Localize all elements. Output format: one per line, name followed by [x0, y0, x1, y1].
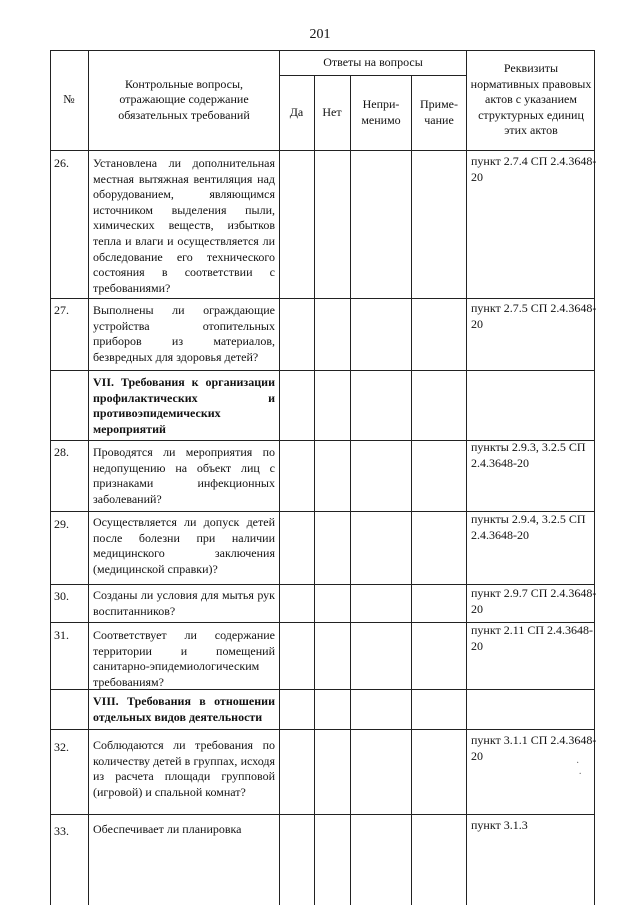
row-30-num: 30. — [54, 589, 69, 603]
row-27-ref: пункт 2.7.5 СП 2.4.3648-20 — [471, 301, 597, 331]
row-26-ref: пункт 2.7.4 СП 2.4.3648-20 — [471, 154, 597, 184]
row-30-question: Созданы ли условия для мытья рук воспитанников? — [93, 588, 275, 618]
row-29-question: Осуществляется ли допуск детей после болезни при наличии медицинского заключения (медицинской справки)? — [93, 515, 275, 576]
header-answers-group: Ответы на вопросы — [323, 54, 423, 69]
row-27-num: 27. — [54, 303, 69, 317]
row-29-num: 29. — [54, 517, 69, 531]
row-28-num: 28. — [54, 445, 69, 459]
row-27-question: Выполнены ли ограждающие устройства отопительных приборов из материалов, безвредных для здоровья детей? — [93, 303, 275, 364]
header-note: Приме-чание — [419, 96, 458, 127]
row-28-question: Проводятся ли мероприятия по недопущению на объект лиц с признаками инфекционных заболеваний? — [93, 445, 275, 506]
row-32-num: 32. — [54, 740, 69, 754]
section-vii-title: VII. Требования к организации профилактических и противоэпидемических мероприятий — [93, 375, 275, 436]
checklist-table — [50, 50, 595, 905]
row-31-question: Соответствует ли содержание территории и помещений санитарно-эпидемиологическим требованиям? — [93, 628, 275, 689]
row-33-ref: пункт 3.1.3 — [471, 818, 528, 832]
header-yes: Да — [289, 104, 304, 119]
row-32-ref: пункт 3.1.1 СП 2.4.3648-20 — [471, 733, 597, 763]
header-requisites: Реквизиты нормативных правовых актов с указанием структурных единиц этих актов — [470, 61, 592, 138]
header-no: Нет — [322, 104, 342, 119]
row-32-question: Соблюдаются ли требования по количеству детей в группах, исходя из расчета площади групповой (игровой) и спальной комнат? — [93, 738, 275, 799]
header-not-applicable: Непри-менимо — [361, 96, 401, 127]
header-questions: Контрольные вопросы, отражающие содержание обязательных требований — [118, 76, 250, 122]
row-30-ref: пункт 2.9.7 СП 2.4.3648-20 — [471, 586, 597, 616]
scan-speck: · · — [576, 758, 582, 780]
section-viii-title: VIII. Требования в отношении отдельных видов деятельности — [93, 694, 275, 724]
page-number: 201 — [309, 27, 331, 42]
row-26-question: Установлена ли дополнительная местная вытяжная вентиляция над оборудованием, являющимся источником выделения пыли, химических веществ, избытков тепла и влаги и осуществляется ли обследование его технического состояния в соответствии с требованиями? — [93, 156, 275, 295]
row-31-ref: пункт 2.11 СП 2.4.3648-20 — [471, 623, 593, 653]
row-28-ref: пункты 2.9.3, 3.2.5 СП 2.4.3648-20 — [471, 440, 586, 470]
header-num: № — [63, 92, 75, 107]
row-26-num: 26. — [54, 156, 69, 170]
row-31-num: 31. — [54, 628, 69, 642]
row-33-num: 33. — [54, 824, 69, 838]
row-33-question: Обеспечивает ли планировка — [93, 822, 242, 836]
row-29-ref: пункты 2.9.4, 3.2.5 СП 2.4.3648-20 — [471, 512, 586, 542]
